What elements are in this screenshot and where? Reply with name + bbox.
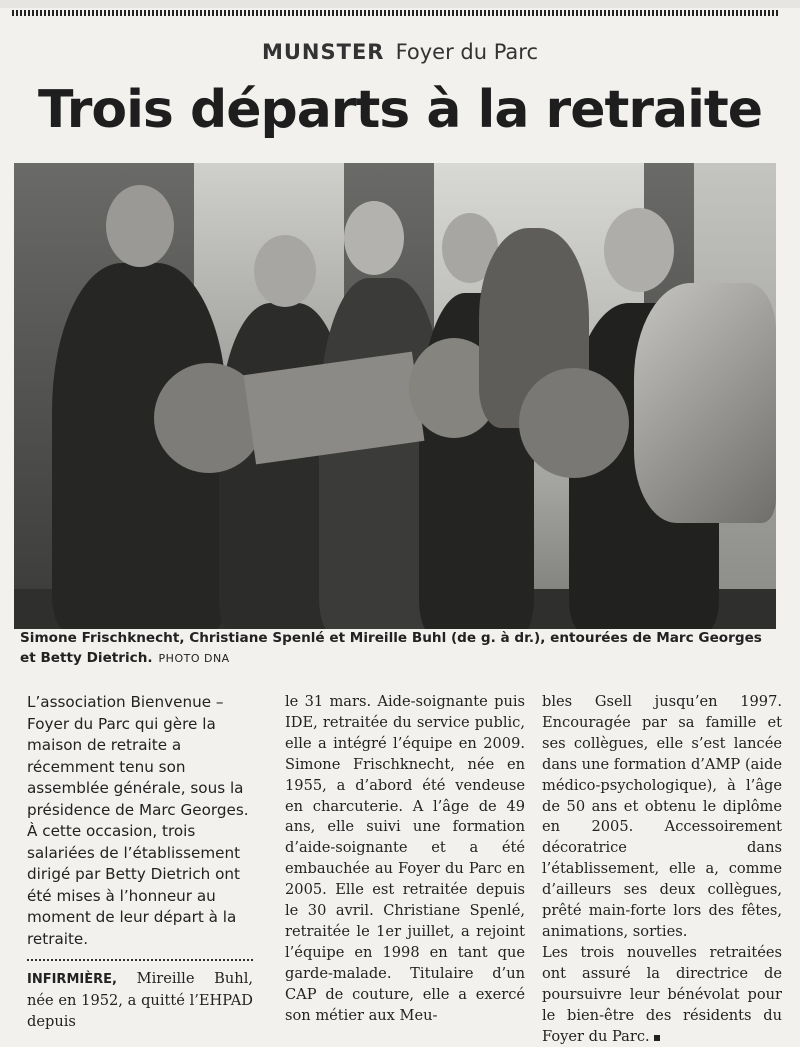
photo-caption <box>20 628 780 669</box>
top-dotted-rule <box>12 10 778 16</box>
caption-text: Simone Frischknecht, Christiane Spenlé et Mireille Buhl (de g. à dr.), entourées de Marc Georges et Betty Dietrich. <box>20 630 762 666</box>
photo-head-woman-1 <box>254 235 316 307</box>
section-label: INFIRMIÈRE, <box>27 972 117 987</box>
section-divider <box>27 959 253 961</box>
article-paragraph-1 <box>27 969 253 1033</box>
article-column-3 <box>542 692 782 1047</box>
paragraph-1-text: Mireille Buhl, née en 1952, a quitté l’EHPAD depuis <box>27 970 253 1030</box>
kicker-town: MUNSTER <box>261 40 385 64</box>
article-kicker <box>0 40 800 64</box>
article-column-3-paragraph-2 <box>542 943 782 1047</box>
end-mark <box>654 1035 660 1041</box>
article-column-2 <box>285 692 525 1027</box>
page-top-edge <box>0 0 800 8</box>
photo-head-woman-2 <box>344 201 404 275</box>
kicker-place: Foyer du Parc <box>395 40 539 64</box>
article-column-3-paragraph-1: bles Gsell jusqu’en 1997. Encouragée par sa famille et ses collègues, elle s’est lancée dans une formation d’AMP (aide médico-psychologique), à l’âge de 50 ans et obtenu le diplôme en 2005. Accessoirement décoratrice dans l’établissement, elle a, comme d’ailleurs ses deux collègues, prêté main-forte lors des fêtes, animations, sorties. <box>542 693 782 940</box>
article-photo <box>14 163 776 629</box>
article-column-2-text: le 31 mars. Aide-soignante puis IDE, retraitée du service public, elle a intégré l’équipe en 2009. Simone Frischknecht, née en 1955, a d’abord été vendeuse en charcuterie. A l’âge de 49 ans, elle suivi une formation d’aide-soignante et a été embauchée au Foyer du Parc en 2005. Elle est retraitée depuis le 30 avril. Christiane Spenlé, retraitée le 1er juillet, a rejoint l’équipe en 1998 en tant que garde-malade. Titulaire d’un CAP de couture, elle a exercé son métier aux Meu- <box>285 693 525 1024</box>
photo-gift-large-wrap <box>634 283 776 523</box>
closing-text: Les trois nouvelles retraitées ont assuré la directrice de poursuivre leur bénévolat pour le bien-être des résidents du Foyer du Parc. <box>542 943 782 1045</box>
photo-head-woman-4 <box>604 208 674 292</box>
photo-gift-bouquet-3 <box>519 368 629 478</box>
photo-head-man <box>106 185 174 267</box>
article-column-1 <box>27 692 253 1033</box>
photo-credit: PHOTO DNA <box>158 652 230 665</box>
article-lead: L’association Bienvenue – Foyer du Parc qui gère la maison de retraite a récemment tenu son assemblée générale, sous la présidence de Marc Georges. À cette occasion, trois salariées de l’établissement dirigé par Betty Dietrich ont été mises à l’honneur au moment de leur départ à la retraite. <box>27 693 249 948</box>
headline: Trois départs à la retraite <box>37 80 763 140</box>
